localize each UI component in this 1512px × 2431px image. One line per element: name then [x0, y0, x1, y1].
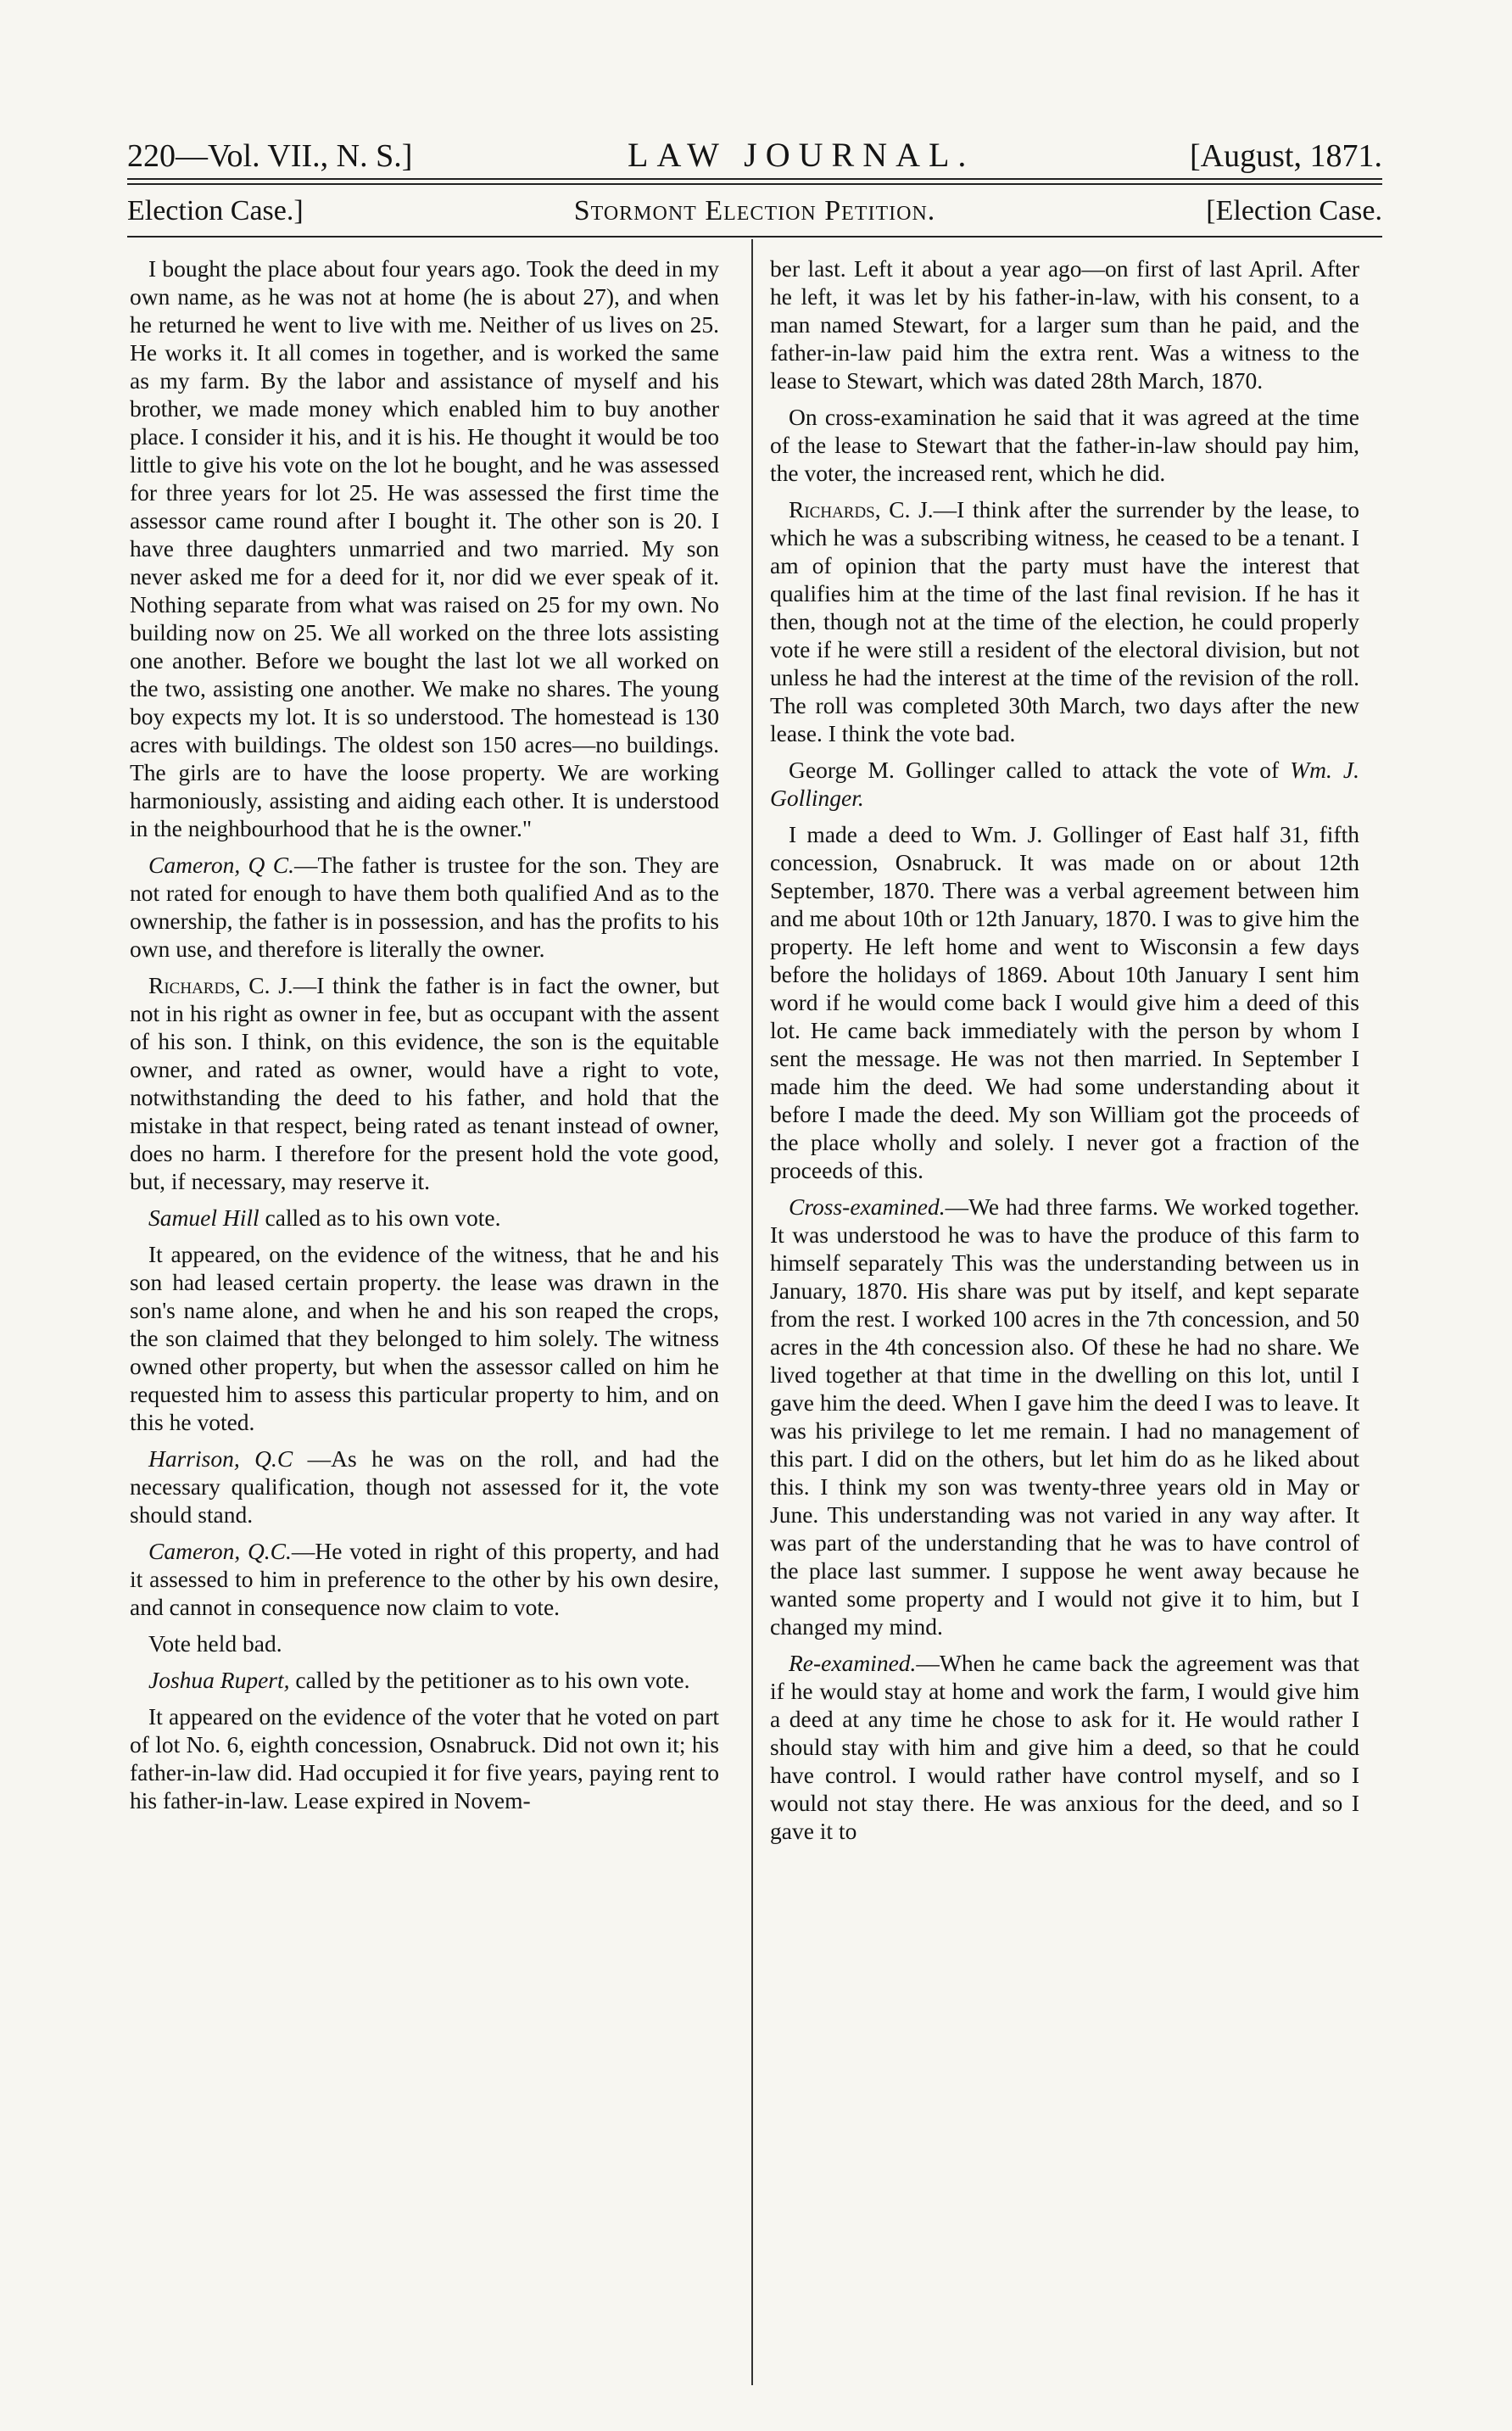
column-divider — [751, 239, 753, 2385]
paragraph-text: —I think the father is in fact the owner, but not in his right as owner in fee, but as occupant with the assent of his son. I think, on this evidence, the son is the equitable owner, and rated as owner, would have a right to vote, notwithstanding the deed to his father, and hold that the mistake in that respect, being rated as tenant instead of owner, does no harm. I therefore for the present hold the vote good, but, if necessary, may reserve it. — [130, 972, 719, 1194]
paragraph — [130, 1629, 719, 1657]
speaker-name: Samuel Hill — [148, 1204, 259, 1231]
paragraph — [130, 254, 719, 842]
header-double-rule — [127, 178, 1382, 185]
speaker-name: Joshua Rupert, — [148, 1667, 290, 1693]
paragraph-text: I made a deed to Wm. J. Gollinger of East half 31, fifth concession, Osnabruck. It was made on or about 12th September, 1870. There was a verbal agreement between him and me about 10th or 12th January, 1870. I was to give him the property. He left home and went to Wisconsin a few days before the holidays of 1869. About 10th January I sent him word if he would come back I would give him a deed of this lot. He came back immediately with the person by whom I sent the message. He was not then married. In September I made him the deed. We had some understanding about it before I made the deed. My son William got the proceeds of the place wholly and solely. I never got a fraction of the proceeds of this. — [770, 821, 1359, 1183]
paragraph-text: It appeared, on the evidence of the witness, that he and his son had leased certain property. the lease was drawn in the son's name alone, and when he and his son reaped the crops, the son claimed that they belonged to him solely. The witness owned other property, but when the assessor called on him he requested him to assess this particular property to him, and on this he voted. — [130, 1241, 719, 1435]
paragraph-text: Vote held bad. — [148, 1630, 282, 1657]
speaker-name: Cameron, Q.C. — [148, 1538, 292, 1564]
speaker-name: Re-examined. — [789, 1650, 917, 1676]
paragraph — [770, 403, 1359, 487]
journal-title: LAW JOURNAL. — [628, 136, 975, 174]
left-column — [130, 254, 719, 2375]
issue-date: [August, 1871. — [1190, 138, 1382, 174]
case-header — [127, 192, 1382, 231]
paragraph-text: called by the petitioner as to his own vote. — [289, 1667, 690, 1693]
paragraph — [130, 1666, 719, 1694]
speaker-name: Harrison, Q.C — [148, 1445, 293, 1472]
running-head — [127, 127, 1382, 175]
paragraph-text: —We had three farms. We worked together. It was understood he was to have the produce of this farm to himself separately This was the understanding between us in January, 1870. His share was put by itself, and kept separate from the rest. I worked 100 acres in the 7th concession, and 50 acres in the 4th concession also. Of these he had no share. We lived together at that time in the dwelling on this lot, until I gave him the deed. When I gave him the deed I was to leave. It was his privilege to let me remain. I had no management of this part. I did on the others, but let him do as he liked about this. I think my son was twenty-three years old in May or June. This understanding was not varied in any way after. It was part of the understanding that he was to have control of the place last summer. I suppose he went away because he wanted some property and I would not give it to him, but I changed my mind. — [770, 1193, 1359, 1640]
paragraph — [130, 971, 719, 1195]
paragraph-text: —As he was on the roll, and had the necessary qualification, though not assessed for it, the vote should stand. — [130, 1445, 719, 1528]
voter-name: Wm. J. Gollinger. — [770, 757, 1359, 811]
paragraph-text: —When he came back the agreement was that if he would stay at home and work the farm, I would give him a deed at any time he chose to ask for it. He would rather I should stay with him and give him a deed, so that he could have control. I would rather have control myself, and so I would not stay there. He was anxious for the deed, and so I gave it to — [770, 1650, 1359, 1844]
page-volume: 220—Vol. VII., N. S.] — [127, 138, 413, 174]
case-type-right: [Election Case. — [1206, 195, 1382, 226]
paragraph-text: I bought the place about four years ago. Took the deed in my own name, as he was not at home (he is about 27), and when he returned he went to live with me. Neither of us lives on 25. He works it. It all comes in together, and is worked the same as my farm. By the labor and assistance of myself and his brother, we made money which enabled him to buy another place. I consider it his, and it is his. He thought it would be too little to give his vote on the lot he bought, and he was assessed for three years for lot 25. He was assessed the first time the assessor came round after I bought it. The other son is 20. I have three daughters unmarried and two married. My son never asked me for a deed for it, nor did we ever speak of it. Nothing separate from what was raised on 25 for my own. No building now on 25. We all worked on the three lots assisting one another. Before we bought the last lot we all worked on the two, assisting one another. We make no shares. The young boy expects my lot. It is so understood. The homestead is 130 acres with buildings. The oldest son 150 acres—no buildings. The girls are to have the loose property. We are working harmoniously, assisting and aiding each other. It is understood in the neighbourhood that he is the owner." — [130, 255, 719, 841]
case-title: Stormont Election Petition. — [573, 195, 936, 226]
paragraph — [130, 1240, 719, 1436]
paragraph-text: —He voted in right of this property, and had it assessed to him in preference to the other by his own desire, and cannot in consequence now claim to vote. — [130, 1538, 719, 1620]
paragraph — [130, 1204, 719, 1232]
paragraph — [770, 820, 1359, 1184]
paragraph — [770, 756, 1359, 812]
header-rule — [127, 236, 1382, 238]
paragraph — [770, 254, 1359, 394]
paragraph — [130, 1537, 719, 1621]
paragraph-text: —I think after the surrender by the lease, to which he was a subscribing witness, he ceased to be a tenant. I am of opinion that the party must have the interest that qualifies him at the time of the last final revision. If he has it then, though not at the time of the election, he could properly vote if he were still a resident of the electoral division, but not unless he had the interest at the time of the revision of the roll. The roll was completed 30th March, two days after the new lease. I think the vote bad. — [770, 496, 1359, 746]
paragraph — [130, 851, 719, 963]
paragraph-text: George M. Gollinger called to attack the vote of — [789, 757, 1291, 783]
speaker-name: Cross-examined. — [789, 1193, 946, 1220]
paragraph — [770, 495, 1359, 747]
paragraph-text: On cross-examination he said that it was agreed at the time of the lease to Stewart that the father-in-law should pay him, the voter, the increased rent, which he did. — [770, 404, 1359, 486]
speaker-name: Richards, C. J. — [789, 496, 934, 523]
paragraph-text: —The father is trustee for the son. They are not rated for enough to have them both qualified And as to the ownership, the father is in possession, and has the profits to his own use, and therefore is literally the owner. — [130, 852, 719, 962]
paragraph-text: ber last. Left it about a year ago—on first of last April. After he left, it was let by his father-in-law, with his consent, to a man named Stewart, for a larger sum than he paid, and the father-in-law paid him the extra rent. Was a witness to the lease to Stewart, which was dated 28th March, 1870. — [770, 255, 1359, 394]
right-column — [770, 254, 1359, 2375]
paragraph-text: called as to his own vote. — [259, 1204, 501, 1231]
speaker-name: Cameron, Q C. — [148, 852, 294, 878]
paragraph — [770, 1649, 1359, 1845]
speaker-name: Richards, C. J. — [148, 972, 293, 998]
paragraph — [130, 1445, 719, 1528]
paragraph — [130, 1702, 719, 1814]
paragraph-text: It appeared on the evidence of the voter that he voted on part of lot No. 6, eighth concession, Osnabruck. Did not own it; his father-in-law did. Had occupied it for five years, paying rent to his father-in-law. Lease expired in Novem- — [130, 1703, 719, 1813]
paragraph — [770, 1193, 1359, 1640]
case-type-left: Election Case.] — [127, 195, 304, 226]
